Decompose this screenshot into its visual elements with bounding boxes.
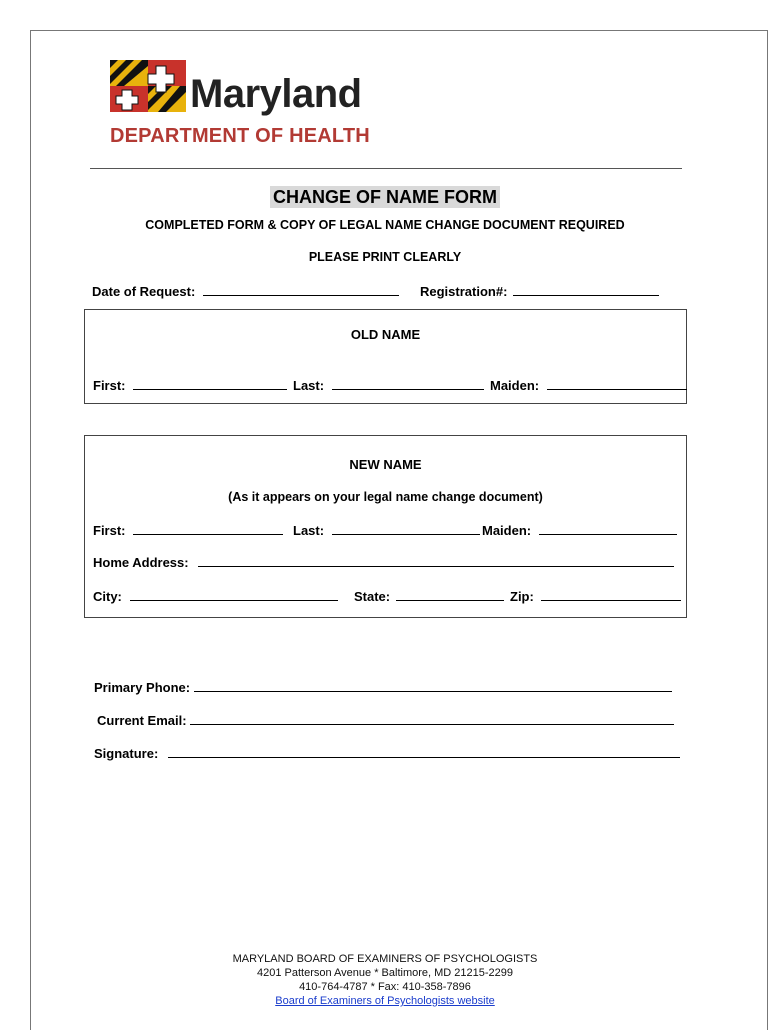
zip-label: Zip: [510, 589, 534, 604]
old-first-row [93, 377, 287, 393]
old-maiden-field[interactable] [547, 377, 687, 390]
new-first-row [93, 522, 283, 538]
footer-phones: 410-764-4787 * Fax: 410-358-7896 [299, 981, 471, 993]
old-last-field[interactable] [332, 377, 484, 390]
city-label: City: [93, 589, 122, 604]
print-instruction: PLEASE PRINT CLEARLY [308, 250, 462, 264]
maryland-logo [110, 60, 430, 150]
registration-row [420, 283, 659, 299]
form-subtitle: COMPLETED FORM & COPY OF LEGAL NAME CHANGE DOCUMENT REQUIRED [145, 218, 625, 232]
current-email-label: Current Email: [97, 713, 187, 728]
registration-label: Registration#: [420, 284, 508, 299]
new-maiden-field[interactable] [539, 522, 677, 535]
date-request-field[interactable] [203, 283, 399, 296]
signature-row [94, 745, 680, 761]
registration-field[interactable] [513, 283, 659, 296]
old-first-label: First: [93, 378, 126, 393]
new-maiden-row [482, 522, 677, 538]
new-name-heading: NEW NAME [349, 457, 422, 472]
home-address-field[interactable] [198, 554, 674, 567]
date-request-label: Date of Request: [92, 284, 196, 299]
new-maiden-label: Maiden: [482, 523, 532, 538]
date-request-row [92, 283, 399, 299]
primary-phone-row [94, 679, 672, 695]
state-label: State: [354, 589, 391, 604]
current-email-row [97, 712, 674, 728]
current-email-field[interactable] [190, 712, 674, 725]
maryland-flag-icon [110, 60, 186, 112]
state-field[interactable] [396, 588, 504, 601]
old-last-row [293, 377, 484, 393]
footer [0, 952, 770, 1008]
primary-phone-field[interactable] [194, 679, 672, 692]
old-name-heading: OLD NAME [350, 327, 421, 342]
footer-address: 4201 Patterson Avenue * Baltimore, MD 21215-2299 [256, 967, 514, 979]
old-first-field[interactable] [133, 377, 287, 390]
logo-department: DEPARTMENT OF HEALTH [110, 125, 370, 147]
new-name-note: (As it appears on your legal name change document) [228, 490, 543, 504]
signature-field[interactable] [168, 745, 680, 758]
form-title: CHANGE OF NAME FORM [270, 186, 500, 208]
new-first-label: First: [93, 523, 126, 538]
zip-row [510, 588, 681, 604]
old-maiden-row [490, 377, 687, 393]
old-maiden-label: Maiden: [490, 378, 540, 393]
form-title-wrap [0, 186, 770, 208]
old-last-label: Last: [293, 378, 325, 393]
new-first-field[interactable] [133, 522, 283, 535]
new-last-row [293, 522, 480, 538]
home-address-label: Home Address: [93, 555, 189, 570]
footer-website-link[interactable]: Board of Examiners of Psychologists website [275, 995, 495, 1007]
header-divider [90, 168, 682, 169]
home-address-row [93, 554, 674, 570]
new-last-field[interactable] [332, 522, 480, 535]
signature-label: Signature: [94, 746, 159, 761]
logo-wordmark: Maryland [190, 72, 362, 116]
footer-org: MARYLAND BOARD OF EXAMINERS OF PSYCHOLOGISTS [232, 953, 538, 965]
city-field[interactable] [130, 588, 338, 601]
primary-phone-label: Primary Phone: [94, 680, 191, 695]
zip-field[interactable] [541, 588, 681, 601]
city-row [93, 588, 338, 604]
new-last-label: Last: [293, 523, 325, 538]
state-row [354, 588, 504, 604]
